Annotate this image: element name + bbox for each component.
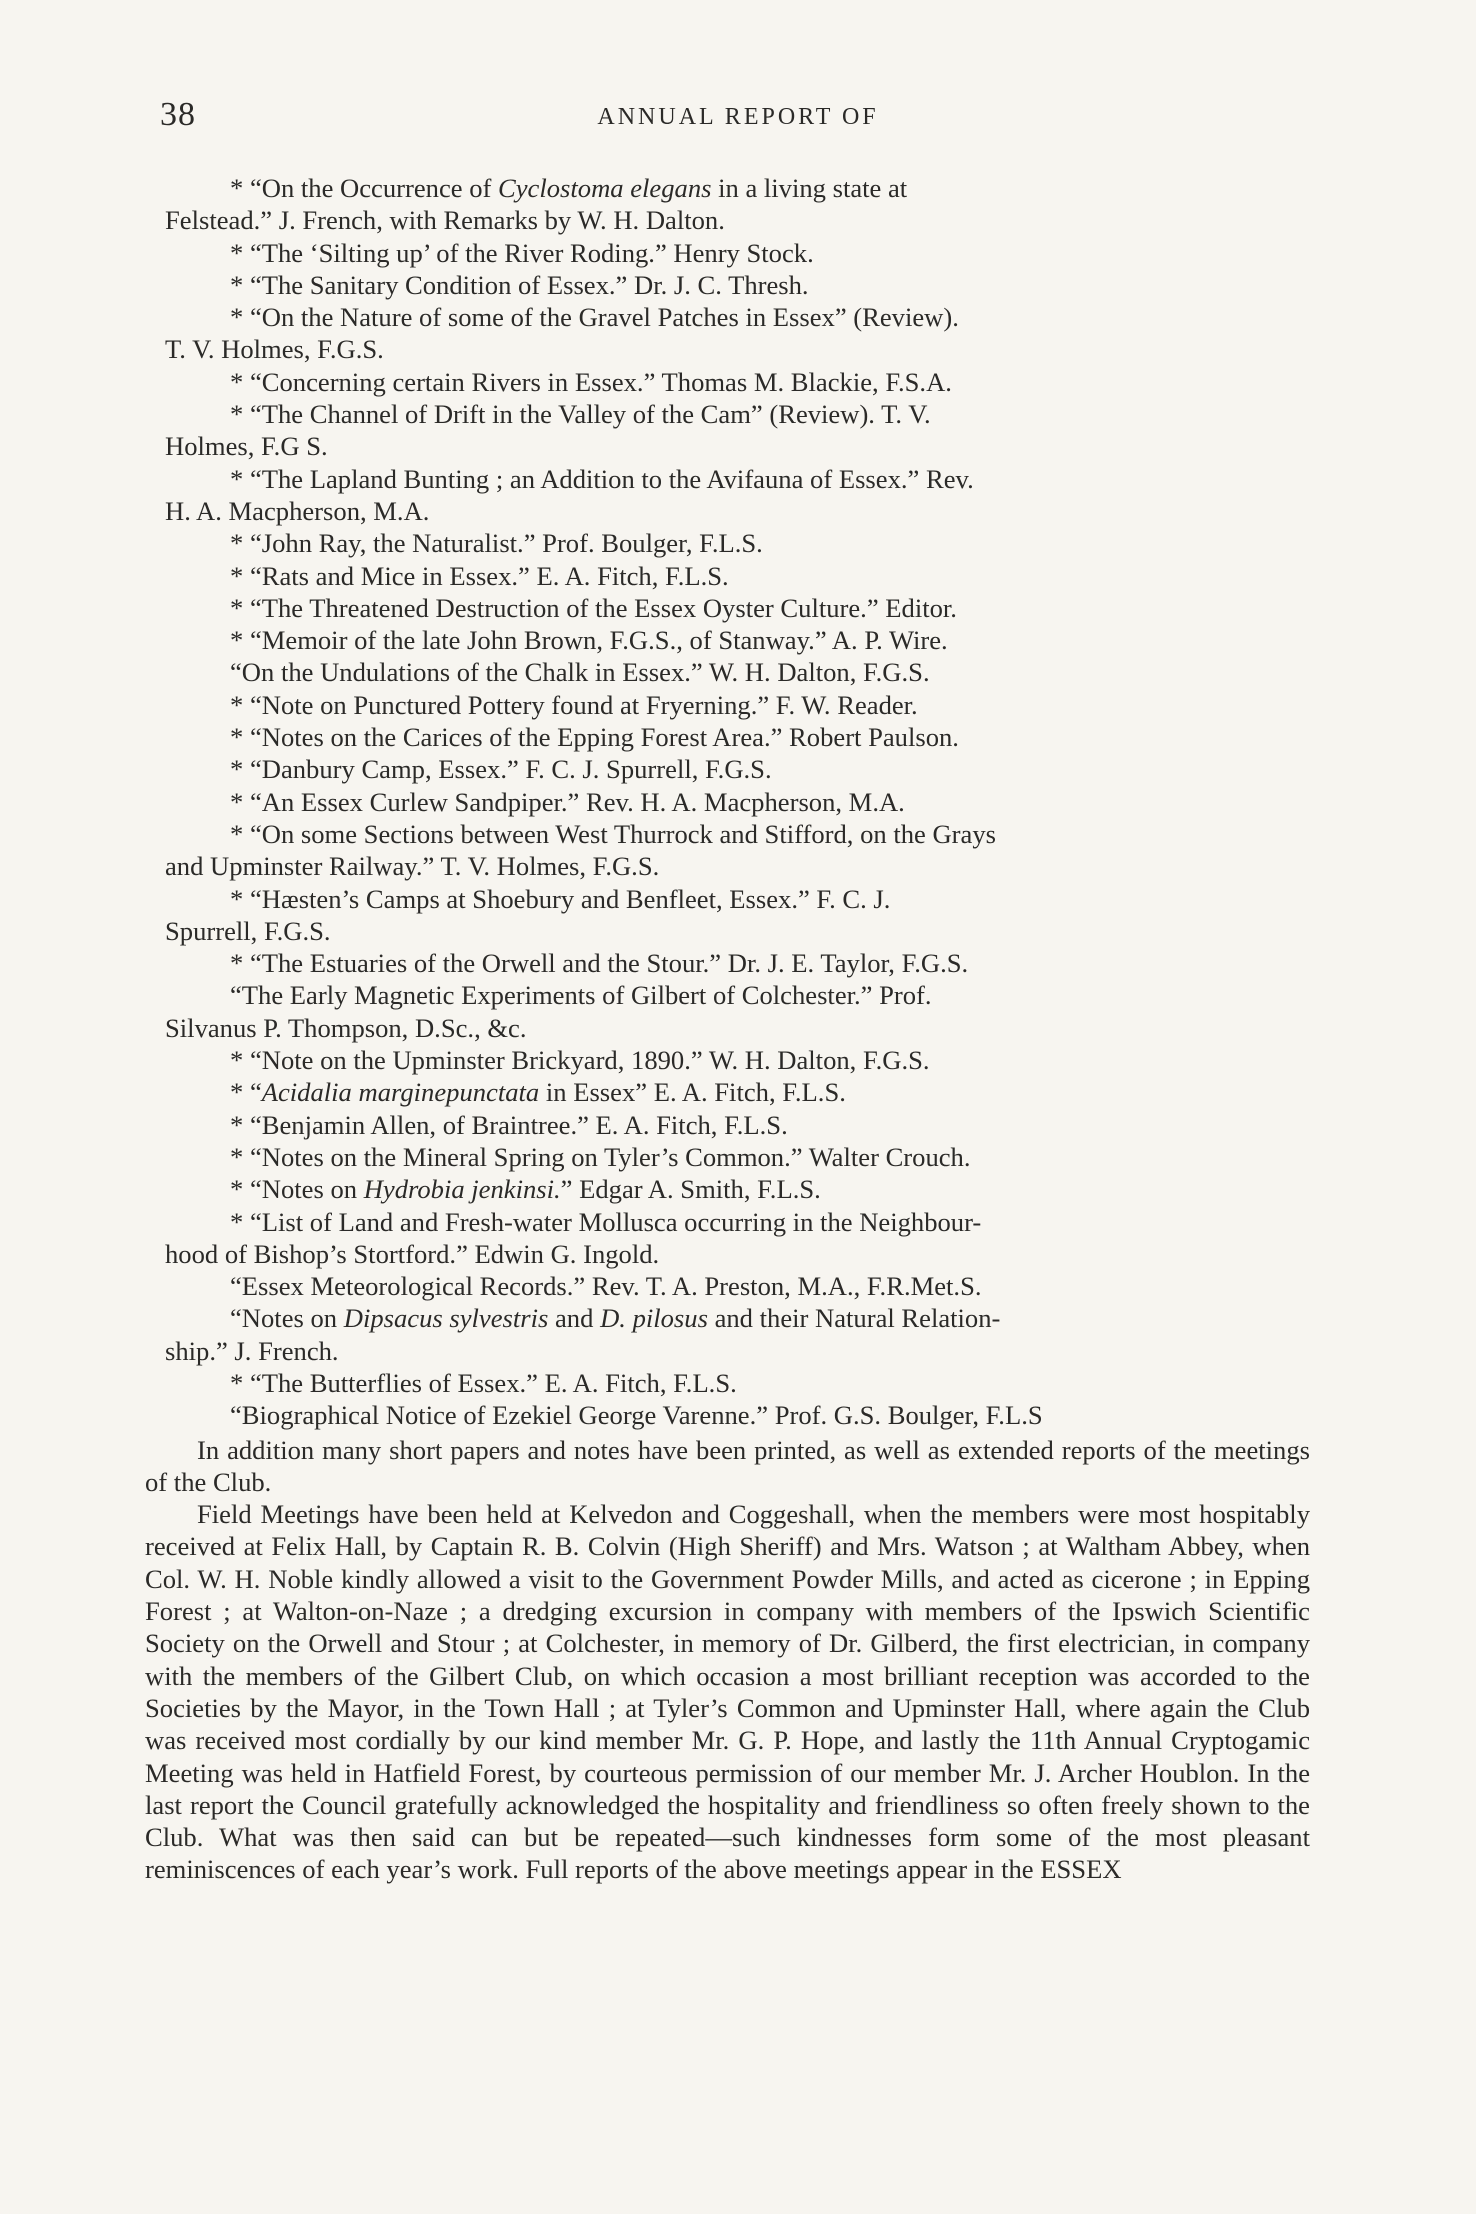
entry-text: * “John Ray, the Naturalist.” Prof. Boulger, F.L.S. [230, 528, 763, 559]
paper-entry-continuation: Holmes, F.G S. [165, 431, 328, 462]
paper-entry [145, 237, 1310, 269]
italic-text: Dipsacus sylvestris [343, 1303, 549, 1334]
paper-entry [145, 366, 1310, 398]
paper-entry-line [145, 1206, 1310, 1238]
entry-text: * “The Sanitary Condition of Essex.” Dr. J. C. Thresh. [230, 269, 809, 300]
paper-entry-continuation: T. V. Holmes, F.G.S. [165, 334, 384, 365]
entry-text: * “Notes on the Mineral Spring on Tyler’s Common.” Walter Crouch. [230, 1141, 971, 1172]
paper-entry [145, 398, 1310, 463]
paper-entry [145, 721, 1310, 753]
paper-entry-line [145, 398, 1310, 430]
entry-text: * “On some Sections between West Thurrock and Stifford, on the Grays [230, 818, 996, 849]
paper-entry-continuation: Felstead.” J. French, with Remarks by W. H. Dalton. [165, 205, 725, 236]
entry-text: and [548, 1303, 601, 1334]
body-text [145, 172, 1310, 1886]
entry-text: and their Natural Relation- [707, 1303, 1001, 1334]
paper-entry-continuation: Spurrell, F.G.S. [165, 915, 331, 946]
entry-text: * “Hæsten’s Camps at Shoebury and Benfleet, Essex.” F. C. J. [230, 883, 891, 914]
paragraph: In addition many short papers and notes have been printed, as well as extended reports of the meetings of the Club. [145, 1434, 1310, 1497]
paper-entry [145, 1206, 1310, 1271]
entry-text: “Notes on [230, 1303, 344, 1334]
paper-entry [145, 753, 1310, 785]
paper-entry [145, 1270, 1310, 1302]
paper-entry-line [145, 624, 1310, 656]
paper-entry-line [145, 1109, 1310, 1141]
entry-text: * “Concerning certain Rivers in Essex.” Thomas M. Blackie, F.S.A. [230, 366, 952, 397]
paper-entry [145, 269, 1310, 301]
paper-entry-line [145, 1044, 1310, 1076]
paper-entry [145, 786, 1310, 818]
entry-text: * “Memoir of the late John Brown, F.G.S., of Stanway.” A. P. Wire. [230, 625, 948, 656]
paper-entry-line [145, 1367, 1310, 1399]
entry-text: * “On the Nature of some of the Gravel Patches in Essex” (Review). [230, 302, 959, 333]
paper-entry-line [145, 366, 1310, 398]
paper-entry [145, 1076, 1310, 1108]
paper-entry [145, 624, 1310, 656]
paper-entry-line [145, 947, 1310, 979]
paper-entry [145, 1173, 1310, 1205]
paper-entry-line [145, 656, 1310, 688]
entry-text: in Essex” E. A. Fitch, F.L.S. [539, 1077, 846, 1108]
paper-entry-line [145, 818, 1310, 850]
paper-entry [145, 172, 1310, 237]
paper-entry-line [145, 560, 1310, 592]
entry-text: * “The Threatened Destruction of the Essex Oyster Culture.” Editor. [230, 592, 957, 623]
entry-text: * “Notes on [230, 1174, 364, 1205]
paper-entry [145, 656, 1310, 688]
paper-entry-line [145, 786, 1310, 818]
papers-list [145, 172, 1310, 1432]
paragraph: Field Meetings have been held at Kelvedon and Coggeshall, when the members were most hospitably received at Felix Hall, by Captain R. B. Colvin (High Sheriff) and Mrs. Watson ; at Waltham Abbey, when Col. W. H. Noble kindly allowed a visit to the Government Powder Mills, and acted as cicerone ; in Epping Forest ; at Walton-on-Naze ; a dredging excursion in company with members of the Ipswich Scientific Society on the Orwell and Stour ; at Colchester, in memory of Dr. Gilberd, the first electrician, in company with the members of the Gilbert Club, on which occasion a most brilliant reception was accorded to the Societies by the Mayor, in the Town Hall ; at Tyler’s Common and Upminster Hall, where again the Club was received most cordially by our kind member Mr. G. P. Hope, and lastly the 11th Annual Cryptogamic Meeting was held in Hatfield Forest, by courteous permission of our member Mr. J. Archer Houblon. In the last report the Council gratefully acknowledged the hospitality and friendliness so often freely shown to the Club. What was then said can but be repeated—such kindnesses form some of the most pleasant reminiscences of each year’s work. Full reports of the above meetings appear in the ESSEX [145, 1499, 1310, 1885]
paper-entry [145, 1141, 1310, 1173]
entry-text: * “Note on the Upminster Brickyard, 1890.” W. H. Dalton, F.G.S. [230, 1045, 930, 1076]
entry-text: “On the Undulations of the Chalk in Essex.” W. H. Dalton, F.G.S. [230, 657, 930, 688]
italic-text: Acidalia marginepunctata [261, 1077, 540, 1108]
entry-text: * “The Estuaries of the Orwell and the Stour.” Dr. J. E. Taylor, F.G.S. [230, 948, 969, 979]
entry-text: in a living state at [711, 173, 908, 203]
entry-text: * “The Channel of Drift in the Valley of the Cam” (Review). T. V. [230, 399, 931, 430]
paper-entry [145, 560, 1310, 592]
paper-entry [145, 1109, 1310, 1141]
entry-text: * “Benjamin Allen, of Braintree.” E. A. Fitch, F.L.S. [230, 1109, 788, 1140]
page-number: 38 [160, 96, 196, 133]
entry-text: * “Note on Punctured Pottery found at Fryerning.” F. W. Reader. [230, 689, 918, 720]
paper-entry-line [145, 269, 1310, 301]
paper-entry-continuation: Silvanus P. Thompson, D.Sc., &c. [165, 1012, 527, 1043]
paper-entry-line [145, 1399, 1310, 1431]
paper-entry [145, 947, 1310, 979]
entry-text: * “On the Occurrence of [230, 173, 499, 203]
paper-entry [145, 301, 1310, 366]
entry-text: * “The Lapland Bunting ; an Addition to the Avifauna of Essex.” Rev. [230, 463, 974, 494]
paper-entry-line [145, 237, 1310, 269]
paper-entry-line [145, 301, 1310, 333]
paper-entry-line [145, 1173, 1310, 1205]
paper-entry-line [145, 721, 1310, 753]
entry-text: ” Edgar A. Smith, F.L.S. [560, 1174, 821, 1205]
paper-entry-line [145, 592, 1310, 624]
paper-entry-continuation: H. A. Macpherson, M.A. [165, 495, 430, 526]
paper-entry [145, 979, 1310, 1044]
italic-text: Cyclostoma elegans [498, 173, 712, 203]
italic-text: D. pilosus [600, 1303, 708, 1334]
entry-text: * “Rats and Mice in Essex.” E. A. Fitch, F.L.S. [230, 560, 729, 591]
paper-entry [145, 689, 1310, 721]
paper-entry-line [145, 172, 1310, 204]
paper-entry [145, 1044, 1310, 1076]
paper-entry-line [145, 1141, 1310, 1173]
paper-entry-continuation: and Upminster Railway.” T. V. Holmes, F.G.S. [165, 851, 660, 882]
paper-entry-continuation: hood of Bishop’s Stortford.” Edwin G. Ingold. [165, 1238, 660, 1269]
paper-entry [145, 883, 1310, 948]
paper-entry-line [145, 527, 1310, 559]
paper-entry-continuation: ship.” J. French. [165, 1335, 339, 1366]
entry-text: “Biographical Notice of Ezekiel George Varenne.” Prof. G.S. Boulger, F.L.S [230, 1400, 1043, 1431]
paper-entry [145, 1399, 1310, 1431]
paper-entry [145, 1302, 1310, 1367]
entry-text: * “List of Land and Fresh-water Mollusca occurring in the Neighbour- [230, 1206, 982, 1237]
entry-text: * “The Butterflies of Essex.” E. A. Fitch, F.L.S. [230, 1367, 737, 1398]
paper-entry-line [145, 1270, 1310, 1302]
paper-entry-line [145, 1076, 1310, 1108]
entry-text: “The Early Magnetic Experiments of Gilbert of Colchester.” Prof. [230, 980, 932, 1011]
paper-entry-line [145, 689, 1310, 721]
paper-entry [145, 592, 1310, 624]
paper-entry-line [145, 883, 1310, 915]
paper-entry-line [145, 753, 1310, 785]
entry-text: * “The ‘Silting up’ of the River Roding.” Henry Stock. [230, 237, 814, 268]
entry-text: * “Notes on the Carices of the Epping Forest Area.” Robert Paulson. [230, 722, 959, 753]
paper-entry [145, 463, 1310, 528]
paper-entry-line [145, 1302, 1310, 1334]
italic-text: Hydrobia jenkinsi. [363, 1174, 561, 1205]
running-head: ANNUAL REPORT OF [597, 104, 879, 130]
paper-entry [145, 527, 1310, 559]
entry-text: * “ [230, 1077, 262, 1108]
paper-entry-line [145, 463, 1310, 495]
paper-entry [145, 818, 1310, 883]
paper-entry-line [145, 979, 1310, 1011]
paper-entry [145, 1367, 1310, 1399]
entry-text: * “Danbury Camp, Essex.” F. C. J. Spurrell, F.G.S. [230, 754, 772, 785]
entry-text: * “An Essex Curlew Sandpiper.” Rev. H. A. Macpherson, M.A. [230, 786, 905, 817]
entry-text: “Essex Meteorological Records.” Rev. T. A. Preston, M.A., F.R.Met.S. [230, 1271, 982, 1302]
